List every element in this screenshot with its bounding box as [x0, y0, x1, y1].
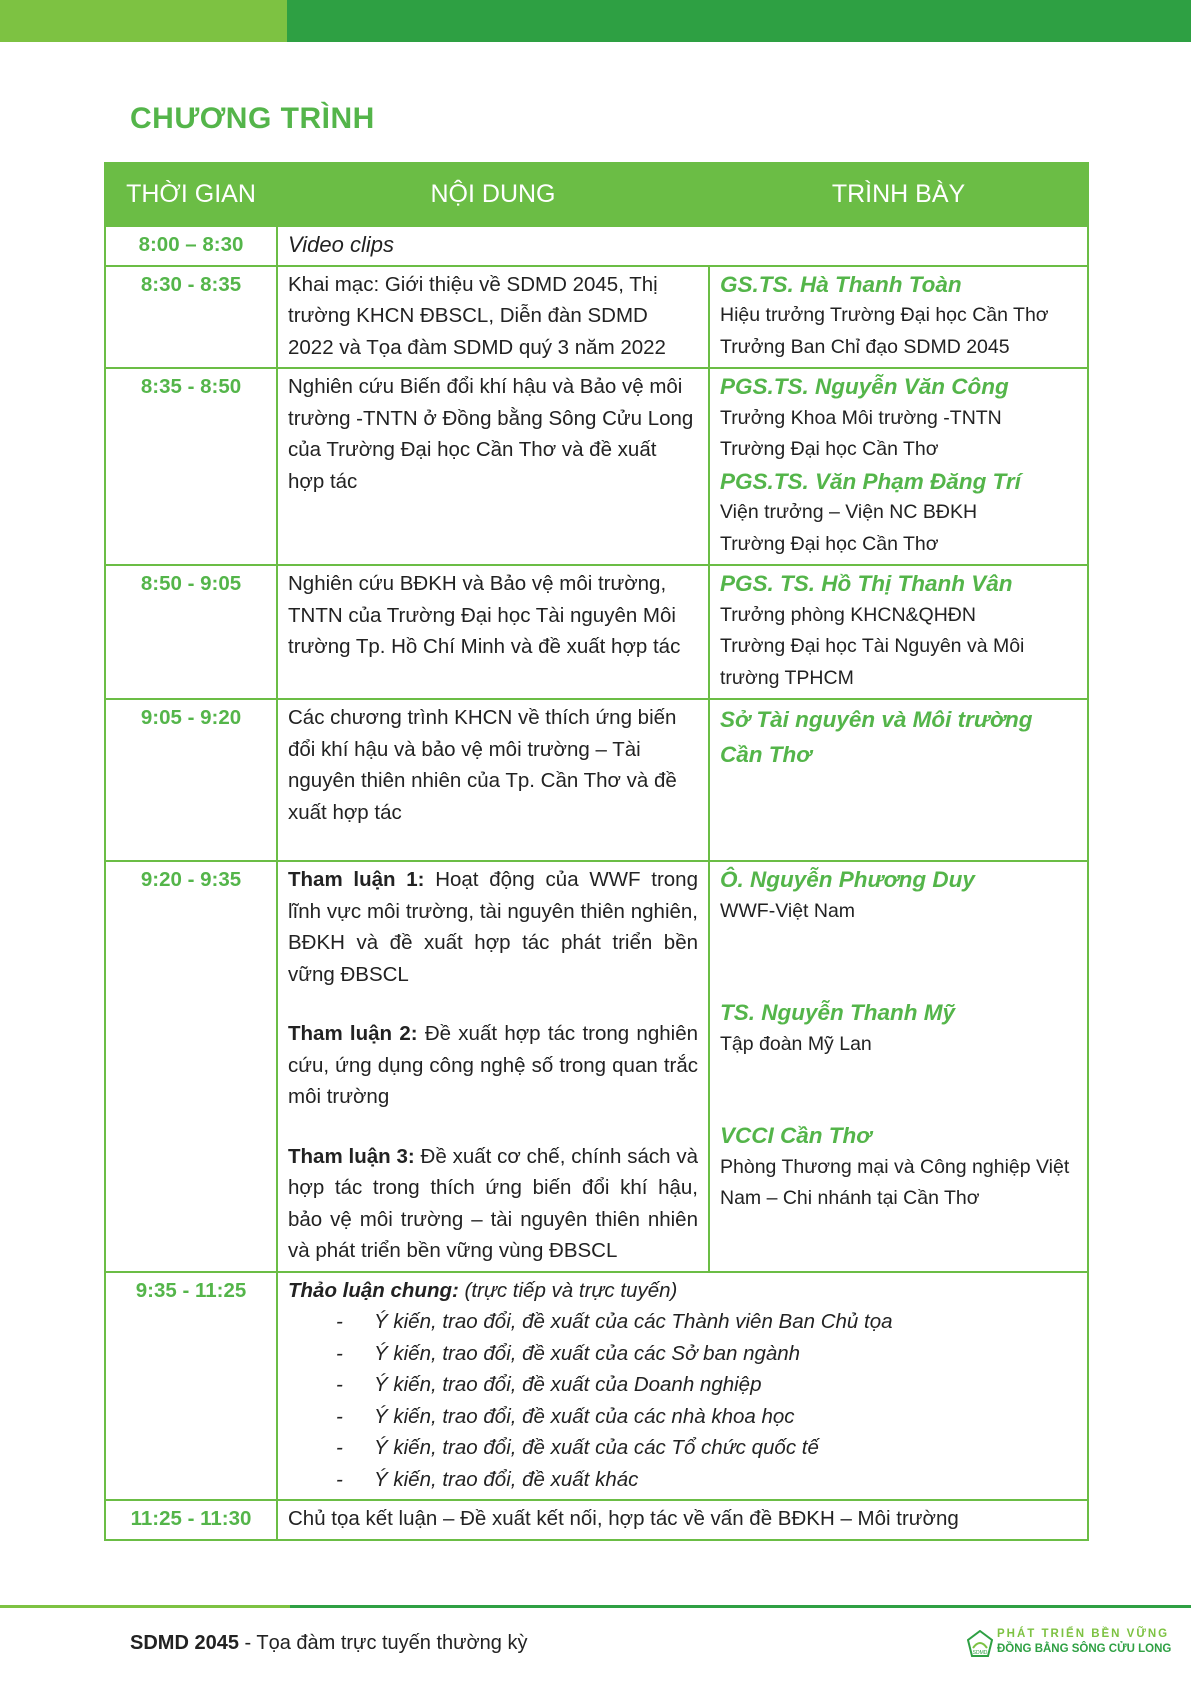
presenter-title: Hiệu trưởng Trường Đại học Cần Thơ [720, 304, 1049, 326]
presenter-title: Trưởng phòng KHCN&QHĐN [720, 603, 976, 626]
list-bullet: - [336, 1467, 343, 1491]
content-cell: Video clips [277, 226, 1088, 266]
presenter-cell [709, 266, 1088, 369]
time-cell: 8:30 - 8:35 [105, 266, 277, 369]
time-cell: 9:05 - 9:20 [105, 699, 277, 861]
list-item [336, 1369, 1077, 1401]
discussion-heading [288, 1275, 1077, 1307]
content-cell: Nghiên cứu Biến đổi khí hậu và Bảo vệ môi trường -TNTN ở Đồng bằng Sông Cửu Long của Trường Đại học Cần Thơ và đề xuất hợp tác [277, 368, 709, 565]
discussion-label: Thảo luận chung: [288, 1278, 459, 1302]
time-cell: 8:50 - 9:05 [105, 565, 277, 699]
table-row [105, 368, 1088, 565]
talk-text: Đề xuất cơ chế, chính sách và hợp tác trong thích ứng biến đổi khí hậu, bảo vệ môi trường – tài nguyên thiên nhiên và phát triển bền vững vùng ĐBSCL [288, 1144, 698, 1262]
sdmd-logo-icon [967, 1630, 993, 1658]
table-row [105, 266, 1088, 369]
content-cell: Các chương trình KHCN về thích ứng biến đổi khí hậu và bảo vệ môi trường – Tài nguyên thiên nhiên của Tp. Cần Thơ và đề xuất hợp tác [277, 699, 709, 861]
presenter-title: WWF-Việt Nam [720, 899, 856, 922]
presenter-title: Viện trưởng – Viện NC BĐKH [720, 501, 978, 523]
top-accent-bar-dark [287, 0, 1191, 42]
top-accent-bar-light [0, 0, 287, 42]
footer-subtitle: Tọa đàm trực tuyến thường kỳ [256, 1632, 528, 1654]
table-header-row [105, 163, 1088, 226]
time-cell: 11:25 - 11:30 [105, 1500, 277, 1540]
presenter-name: GS.TS. Hà Thanh Toàn [720, 271, 962, 297]
presenter-cell [709, 699, 1088, 861]
footer-brand: SDMD 2045 [130, 1632, 239, 1654]
footer-caption [130, 1632, 527, 1655]
talk-label: Tham luận 1: [288, 868, 425, 891]
presenter-name: PGS.TS. Văn Phạm Đăng Trí [720, 468, 1021, 494]
list-item [336, 1401, 1077, 1433]
presenter-name: VCCI Cần Thơ [720, 1123, 872, 1148]
talk-block [288, 1141, 698, 1267]
content-cell [277, 861, 709, 1272]
presenter-title: Phòng Thương mại và Công nghiệp Việt Nam – Chi nhánh tại Cần Thơ [720, 1155, 1070, 1209]
table-row [105, 699, 1088, 861]
content-cell: Khai mạc: Giới thiệu về SDMD 2045, Thị trường KHCN ĐBSCL, Diễn đàn SDMD 2022 và Tọa đàm SDMD quý 3 năm 2022 [277, 266, 709, 369]
list-bullet: - [336, 1404, 343, 1428]
talk-block [288, 864, 698, 990]
list-bullet: - [336, 1341, 343, 1365]
presenter-cell [709, 861, 1088, 1272]
program-table [104, 162, 1089, 1541]
list-item [336, 1464, 1077, 1496]
logo-mark-text: SDMD [972, 1650, 988, 1656]
table-row [105, 1500, 1088, 1540]
discussion-list [288, 1306, 1077, 1495]
list-item-text: Ý kiến, trao đổi, đề xuất của các Sở ban ngành [374, 1341, 801, 1365]
page-title: CHƯƠNG TRÌNH [130, 102, 375, 135]
list-item [336, 1432, 1077, 1464]
presenter-name: PGS.TS. Nguyễn Văn Công [720, 374, 1009, 399]
talk-label: Tham luận 3: [288, 1144, 415, 1168]
list-bullet: - [336, 1310, 343, 1333]
header-time: THỜI GIAN [105, 163, 277, 226]
time-cell: 9:20 - 9:35 [105, 861, 277, 1272]
logo-text-line1: PHÁT TRIỂN BỀN VỮNG [997, 1628, 1170, 1640]
presenter-cell [709, 565, 1088, 699]
logo-text-line2: ĐỒNG BẰNG SÔNG CỬU LONG [997, 1643, 1172, 1655]
list-item-text: Ý kiến, trao đổi, đề xuất của các nhà khoa học [374, 1404, 795, 1428]
sdmd-logo [967, 1628, 1172, 1662]
time-cell: 9:35 - 11:25 [105, 1272, 277, 1501]
presenter-name: Ô. Nguyễn Phương Duy [720, 867, 975, 892]
table-row [105, 565, 1088, 699]
table-row [105, 861, 1088, 1272]
list-item-text: Ý kiến, trao đổi, đề xuất của Doanh nghiệp [374, 1373, 762, 1396]
time-cell: 8:35 - 8:50 [105, 368, 277, 565]
presenter-title: Trường Đại học Cần Thơ [720, 532, 939, 555]
header-content: NỘI DUNG [277, 163, 709, 226]
table-row [105, 226, 1088, 266]
footer-divider-light [0, 1605, 290, 1608]
table-row [105, 1272, 1088, 1501]
content-cell: Chủ tọa kết luận – Đề xuất kết nối, hợp tác về vấn đề BĐKH – Môi trường [277, 1500, 1088, 1540]
presenter-cell [709, 368, 1088, 565]
list-item-text: Ý kiến, trao đổi, đề xuất khác [374, 1467, 639, 1491]
footer-separator: - [238, 1632, 257, 1654]
talk-text: Hoạt động của WWF trong lĩnh vực môi trường, tài nguyên thiên nghiên, BĐKH và đề xuất hợp tác phát triển bền vững ĐBSCL [288, 868, 698, 986]
presenter-name: Sở Tài nguyên và Môi trường Cần Thơ [720, 707, 1033, 767]
list-item [336, 1306, 1077, 1338]
list-item-text: Ý kiến, trao đổi, đề xuất của các Tổ chức quốc tế [374, 1436, 819, 1459]
talk-text: Đề xuất hợp tác trong nghiên cứu, ứng dụng công nghệ số trong quan trắc môi trường [288, 1022, 698, 1108]
list-item [336, 1338, 1077, 1370]
list-bullet: - [336, 1373, 343, 1396]
presenter-name: PGS. TS. Hồ Thị Thanh Vân [720, 571, 1013, 596]
presenter-title: Tập đoàn Mỹ Lan [720, 1032, 872, 1055]
list-item-text: Ý kiến, trao đổi, đề xuất của các Thành viên Ban Chủ tọa [374, 1310, 893, 1333]
presenter-title: Trường Đại học Cần Thơ [720, 438, 939, 460]
presenter-title: Trưởng Khoa Môi trường -TNTN [720, 406, 1002, 429]
header-presenter: TRÌNH BÀY [709, 163, 1088, 226]
presenter-title: Trường Đại học Tài Nguyên và Môi trường TPHCM [720, 635, 1025, 689]
discussion-cell [277, 1272, 1088, 1501]
time-cell: 8:00 – 8:30 [105, 226, 277, 266]
content-cell: Nghiên cứu BĐKH và Bảo vệ môi trường, TNTN của Trường Đại học Tài nguyên Môi trường Tp. Hồ Chí Minh và đề xuất hợp tác [277, 565, 709, 699]
presenter-title: Trưởng Ban Chỉ đạo SDMD 2045 [720, 335, 1010, 358]
talk-label: Tham luận 2: [288, 1022, 418, 1045]
footer-divider-dark [290, 1605, 1191, 1608]
discussion-note: (trực tiếp và trực tuyến) [458, 1278, 678, 1302]
list-bullet: - [336, 1436, 343, 1459]
presenter-name: TS. Nguyễn Thanh Mỹ [720, 1000, 956, 1025]
talk-block [288, 1018, 698, 1113]
